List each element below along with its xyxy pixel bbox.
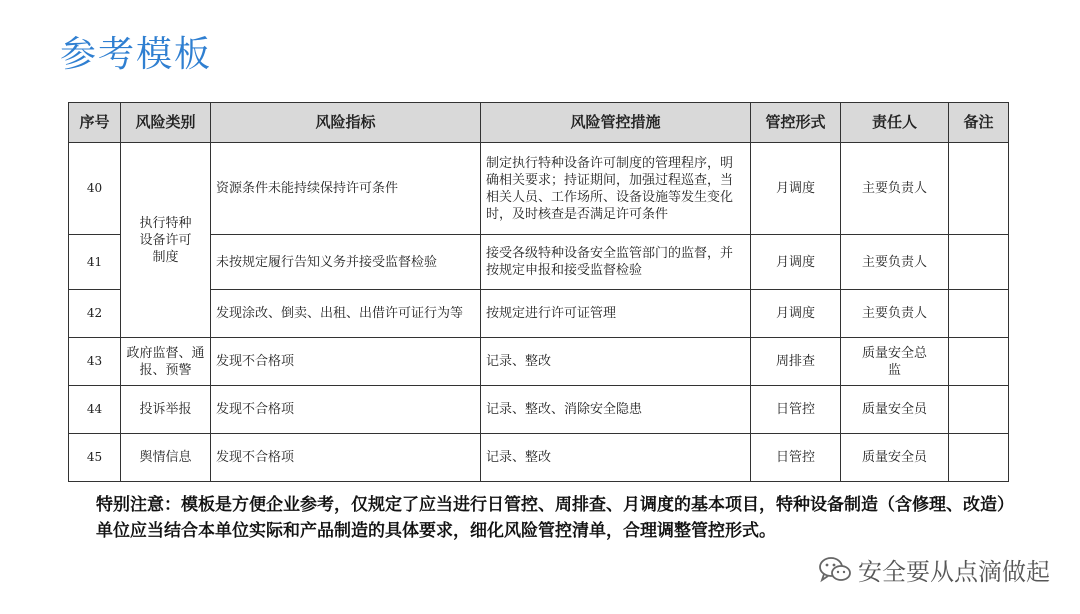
header-measure: 风险管控措施	[481, 103, 751, 143]
row-owner: 质量安全总监	[841, 338, 949, 386]
row-indicator: 发现不合格项	[211, 338, 481, 386]
row-indicator: 未按规定履行告知义务并接受监督检验	[211, 235, 481, 290]
row-category: 执行特种设备许可制度	[121, 143, 211, 338]
row-remark	[949, 143, 1009, 235]
table-row	[69, 434, 1009, 482]
row-measure: 按规定进行许可证管理	[481, 290, 751, 338]
table-row	[69, 386, 1009, 434]
row-form: 日管控	[751, 386, 841, 434]
row-remark	[949, 290, 1009, 338]
row-owner: 质量安全员	[841, 386, 949, 434]
row-category: 舆情信息	[121, 434, 211, 482]
watermark-text: 安全要从点滴做起	[858, 558, 1050, 586]
header-remark: 备注	[949, 103, 1009, 143]
row-remark	[949, 235, 1009, 290]
table-header-row	[69, 103, 1009, 143]
row-owner: 主要负责人	[841, 143, 949, 235]
row-indicator: 资源条件未能持续保持许可条件	[211, 143, 481, 235]
header-form: 管控形式	[751, 103, 841, 143]
row-no: 45	[69, 434, 121, 482]
page-title: 参考模板	[60, 34, 213, 75]
row-measure: 记录、整改	[481, 434, 751, 482]
risk-control-table	[68, 102, 1009, 482]
row-measure: 制定执行特种设备许可制度的管理程序，明确相关要求；持证期间，加强过程巡查，当相关人员、工作场所、设备设施等发生变化时，及时核查是否满足许可条件	[481, 143, 751, 235]
row-indicator: 发现不合格项	[211, 386, 481, 434]
row-measure: 记录、整改、消除安全隐患	[481, 386, 751, 434]
watermark	[818, 552, 1050, 587]
row-form: 月调度	[751, 290, 841, 338]
row-owner: 主要负责人	[841, 235, 949, 290]
wechat-icon	[818, 555, 852, 585]
header-no: 序号	[69, 103, 121, 143]
row-form: 月调度	[751, 235, 841, 290]
row-no: 43	[69, 338, 121, 386]
row-owner: 主要负责人	[841, 290, 949, 338]
row-no: 42	[69, 290, 121, 338]
row-indicator: 发现涂改、倒卖、出租、出借许可证行为等	[211, 290, 481, 338]
header-owner: 责任人	[841, 103, 949, 143]
row-owner: 质量安全员	[841, 434, 949, 482]
row-remark	[949, 338, 1009, 386]
row-no: 40	[69, 143, 121, 235]
row-form: 周排查	[751, 338, 841, 386]
row-form: 日管控	[751, 434, 841, 482]
row-no: 41	[69, 235, 121, 290]
header-category: 风险类别	[121, 103, 211, 143]
row-category: 政府监督、通报、预警	[121, 338, 211, 386]
row-remark	[949, 434, 1009, 482]
row-measure: 记录、整改	[481, 338, 751, 386]
row-indicator: 发现不合格项	[211, 434, 481, 482]
row-remark	[949, 386, 1009, 434]
table-row	[69, 338, 1009, 386]
row-form: 月调度	[751, 143, 841, 235]
row-no: 44	[69, 386, 121, 434]
special-note: 特别注意：模板是方便企业参考，仅规定了应当进行日管控、周排查、月调度的基本项目，特种设备制造（含修理、改造）单位应当结合本单位实际和产品制造的具体要求，细化风险管控清单，合理调整管控形式。	[96, 495, 1006, 541]
row-measure: 接受各级特种设备安全监管部门的监督，并按规定申报和接受监督检验	[481, 235, 751, 290]
row-category: 投诉举报	[121, 386, 211, 434]
table-row	[69, 143, 1009, 235]
header-indicator: 风险指标	[211, 103, 481, 143]
